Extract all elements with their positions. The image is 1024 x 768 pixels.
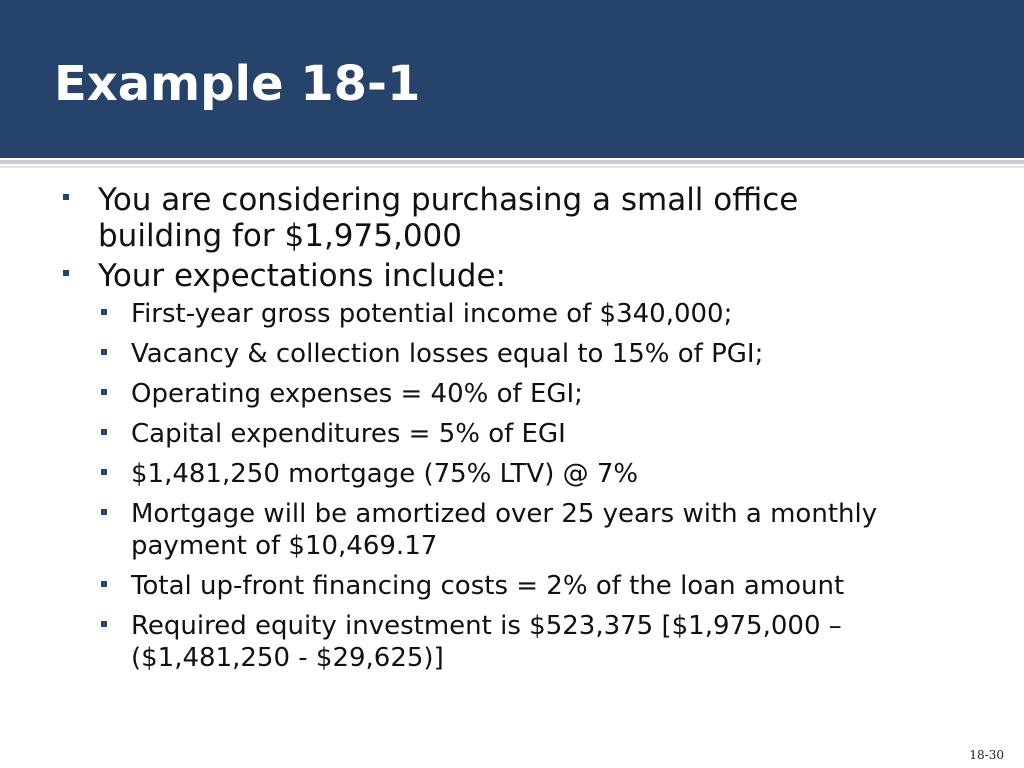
header-divider-thin — [0, 166, 1024, 168]
sub-bullet-item — [0, 458, 1024, 490]
sub-bullet-text: Total up-front financing costs = 2% of the loan amount — [131, 571, 845, 601]
sub-bullet-item — [0, 610, 1024, 674]
sub-bullet-text: Mortgage will be amortized over 25 years with a monthly payment of $10,469.17 — [131, 499, 878, 561]
square-bullet-icon — [101, 429, 107, 435]
bullet-item — [0, 258, 1024, 294]
bullet-item — [0, 182, 1024, 254]
square-bullet-icon — [101, 621, 107, 627]
sub-bullet-text: Capital expenditures = 5% of EGI — [131, 419, 566, 449]
sub-bullet-text: $1,481,250 mortgage (75% LTV) @ 7% — [131, 459, 639, 489]
sub-bullet-item — [0, 418, 1024, 450]
square-bullet-icon — [101, 349, 107, 355]
sub-bullet-item — [0, 378, 1024, 410]
sub-bullet-item — [0, 338, 1024, 370]
square-bullet-icon — [101, 389, 107, 395]
bullet-text: You are considering purchasing a small office building for $1,975,000 — [98, 182, 799, 254]
sub-bullet-text: Operating expenses = 40% of EGI; — [131, 379, 583, 409]
sub-bullet-list — [0, 298, 1024, 674]
sub-bullet-text: First-year gross potential income of $340,000; — [131, 299, 733, 329]
slide-title: Example 18-1 — [54, 56, 421, 112]
square-bullet-icon — [101, 581, 107, 587]
header-divider — [0, 160, 1024, 164]
sub-bullet-item — [0, 498, 1024, 562]
title-banner — [0, 0, 1024, 158]
square-bullet-icon — [101, 469, 107, 475]
slide-body — [0, 182, 1024, 682]
sub-bullet-item — [0, 570, 1024, 602]
square-bullet-icon — [63, 270, 69, 276]
square-bullet-icon — [63, 194, 69, 200]
sub-bullet-item — [0, 298, 1024, 330]
square-bullet-icon — [101, 309, 107, 315]
sub-bullet-text: Vacancy & collection losses equal to 15% of PGI; — [131, 339, 764, 369]
page-number: 18-30 — [969, 748, 1004, 762]
sub-bullet-text: Required equity investment is $523,375 [$1,975,000 – ($1,481,250 - $29,625)] — [131, 611, 842, 673]
square-bullet-icon — [101, 509, 107, 515]
bullet-text: Your expectations include: — [98, 258, 506, 294]
